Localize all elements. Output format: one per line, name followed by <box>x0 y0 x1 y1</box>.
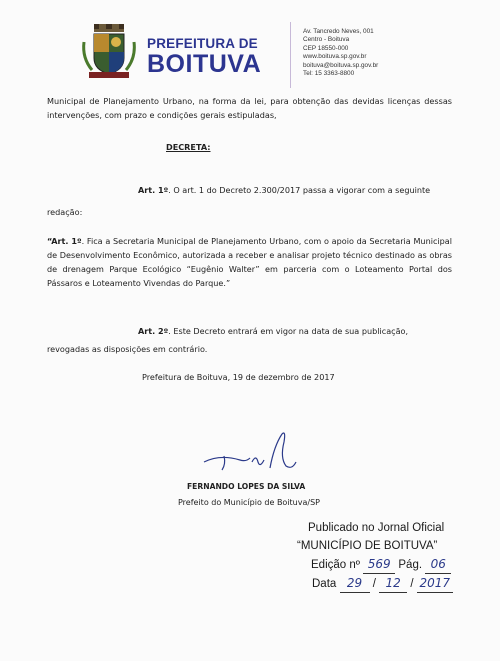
brand-logo <box>147 36 261 78</box>
address-email[interactable]: boituva@boituva.sp.gov.br <box>303 61 379 69</box>
stamp-line-2: “MUNICÍPIO DE BOITUVA” <box>297 540 438 552</box>
address-website[interactable]: www.boituva.sp.gov.br <box>303 53 367 61</box>
edition-label: Edição nº <box>311 559 360 571</box>
art1-text-cont: redação: <box>47 207 83 217</box>
edition-number: 569 <box>363 555 395 574</box>
art1-text: . O art. 1 do Decreto 2.300/2017 passa a vigorar com a seguinte <box>168 185 431 195</box>
address-block <box>303 28 378 78</box>
address-phone: Tel: 15 3363-8800 <box>303 70 355 78</box>
stamp-date-row: Data 29 / 12 / 2017 <box>312 574 453 593</box>
quote-label: “Art. 1º <box>47 236 82 246</box>
handwritten-signature <box>200 428 300 476</box>
decreta-heading: DECRETA: <box>166 142 211 152</box>
header-divider <box>290 22 291 88</box>
art2-text-cont: revogadas as disposições em contrário. <box>47 344 208 354</box>
publication-stamp <box>285 519 453 593</box>
stamp-line-1: Publicado no Jornal Oficial <box>308 522 445 534</box>
art1-label: Art. 1º <box>138 185 169 195</box>
address-line: Av. Tancredo Neves, 001 <box>303 28 374 35</box>
intro-paragraph: Municipal de Planejamento Urbano, na forma da lei, para obtenção das devidas licenças dessas intervenções, com prazo e condições gerais estipuladas, <box>47 96 452 120</box>
date-line: Prefeitura de Boituva, 19 de dezembro de 2017 <box>142 372 335 382</box>
page-number: 06 <box>425 555 451 574</box>
art2-paragraph <box>138 324 408 338</box>
signer-role: Prefeito do Município de Boituva/SP <box>178 498 320 507</box>
page-label: Pág. <box>398 559 423 571</box>
municipal-crest-icon <box>80 22 138 80</box>
date-label: Data <box>312 578 337 590</box>
stamp-edition-row <box>311 555 453 574</box>
date-day: 29 <box>340 574 370 593</box>
signer-name: FERNANDO LOPES DA SILVA <box>187 482 306 491</box>
brand-line-2: BOITUVA <box>147 50 262 78</box>
address-line: CEP 18550-000 <box>303 44 349 52</box>
date-month: 12 <box>379 574 407 593</box>
quote-text: . Fica a Secretaria Municipal de Planejamento Urbano, com o apoio da Secretaria Municipal de Desenvolvimento Econômico, autorizada a receber e analisar projeto técnico destinado as obras de drenagem Parque Ecológico “Eugênio Walter” em parceria com o Loteamento Portal dos Pássaros e Loteamento Vivendas do Parque.” <box>47 236 452 288</box>
date-year: 2017 <box>417 574 453 593</box>
art1-paragraph <box>138 183 430 197</box>
art2-label: Art. 2º <box>138 326 169 336</box>
brand-line-1: PREFEITURA DE <box>147 36 258 51</box>
address-line: Centro - Boituva <box>303 36 350 44</box>
art2-text: . Este Decreto entrará em vigor na data de sua publicação, <box>168 326 409 336</box>
quoted-article <box>47 234 452 290</box>
